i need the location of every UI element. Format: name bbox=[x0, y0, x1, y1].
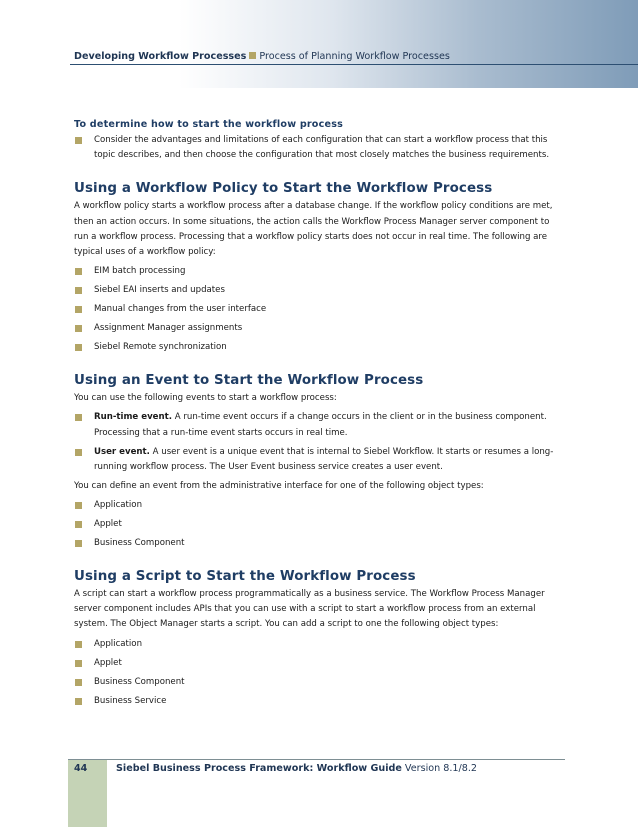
policy-section-title: Using a Workflow Policy to Start the Workflow Process bbox=[74, 181, 493, 197]
event-description: A run-time event occurs if a change occurs in the client or in the business component. Processing that a run-time event starts occurs in real time. bbox=[94, 412, 547, 438]
procedure-heading: To determine how to start the workflow process bbox=[74, 119, 344, 130]
list-item bbox=[74, 283, 566, 298]
list-item bbox=[74, 340, 566, 355]
running-head-section: Developing Workflow Processes bbox=[74, 51, 247, 62]
event-term: Run-time event. bbox=[94, 412, 172, 423]
square-bullet-icon bbox=[75, 540, 82, 547]
list-item bbox=[74, 675, 566, 690]
list-item bbox=[74, 321, 566, 336]
list-item-text: Business Component bbox=[94, 676, 185, 687]
square-bullet-icon bbox=[75, 268, 82, 275]
square-bullet-icon bbox=[249, 52, 256, 59]
list-item-text: Siebel Remote synchronization bbox=[94, 342, 227, 353]
running-head bbox=[74, 51, 450, 62]
procedure-step bbox=[74, 133, 566, 163]
list-item-text: Application bbox=[94, 638, 143, 649]
list-item-text: Business Component bbox=[94, 538, 185, 549]
procedure-step-text: Consider the advantages and limitations of each configuration that can start a workflow process that this topic describes, and then choose the configuration that most closely matches the business requirements. bbox=[94, 135, 550, 161]
footer-title-text: Siebel Business Process Framework: Workflow Guide bbox=[116, 763, 402, 774]
running-head-chapter: Process of Planning Workflow Processes bbox=[259, 51, 450, 62]
script-section-title: Using a Script to Start the Workflow Process bbox=[74, 569, 416, 585]
event-term: User event. bbox=[94, 446, 150, 457]
list-item-text: Application bbox=[94, 500, 143, 511]
list-item-text: Business Service bbox=[94, 695, 167, 706]
list-item bbox=[74, 498, 566, 513]
list-item bbox=[74, 517, 566, 532]
list-item-text: Manual changes from the user interface bbox=[94, 304, 267, 315]
event-section-title: Using an Event to Start the Workflow Process bbox=[74, 373, 424, 389]
square-bullet-icon bbox=[75, 641, 82, 648]
square-bullet-icon bbox=[75, 679, 82, 686]
square-bullet-icon bbox=[75, 660, 82, 667]
list-item bbox=[74, 536, 566, 551]
policy-uses-list bbox=[74, 264, 566, 355]
footer-rule bbox=[68, 759, 565, 760]
list-item bbox=[74, 694, 566, 709]
header-band bbox=[0, 0, 638, 88]
square-bullet-icon bbox=[75, 449, 82, 456]
page-content bbox=[74, 119, 566, 713]
list-item bbox=[74, 302, 566, 317]
square-bullet-icon bbox=[75, 287, 82, 294]
list-item bbox=[74, 656, 566, 671]
square-bullet-icon bbox=[75, 137, 82, 144]
list-item bbox=[74, 264, 566, 279]
list-item-text: Assignment Manager assignments bbox=[94, 323, 243, 334]
square-bullet-icon bbox=[75, 325, 82, 332]
footer-book-title bbox=[116, 763, 477, 774]
list-item-text: Applet bbox=[94, 657, 122, 668]
list-item bbox=[74, 410, 566, 440]
list-item-text: Applet bbox=[94, 519, 122, 530]
procedure-steps bbox=[74, 133, 566, 163]
footer-version: Version 8.1/8.2 bbox=[404, 763, 477, 774]
list-item bbox=[74, 445, 566, 475]
list-item-text: EIM batch processing bbox=[94, 266, 186, 277]
event-object-types-list bbox=[74, 498, 566, 551]
event-define-text: You can define an event from the administrative interface for one of the following object types: bbox=[74, 480, 484, 491]
square-bullet-icon bbox=[75, 521, 82, 528]
script-section-intro: A script can start a workflow process programmatically as a business service. The Workflow Process Manager server component includes APIs that you can use with a script to start a workflow process from an external system. The Object Manager starts a script. You can add a script to one the following object types: bbox=[74, 589, 545, 630]
list-item-text: Siebel EAI inserts and updates bbox=[94, 285, 225, 296]
square-bullet-icon bbox=[75, 502, 82, 509]
square-bullet-icon bbox=[75, 306, 82, 313]
header-rule bbox=[70, 64, 638, 65]
square-bullet-icon bbox=[75, 414, 82, 421]
script-object-types-list bbox=[74, 637, 566, 709]
event-description: A user event is a unique event that is internal to Siebel Workflow. It starts or resumes a long-running workflow process. The User Event business service creates a user event. bbox=[94, 446, 554, 472]
list-item bbox=[74, 637, 566, 652]
square-bullet-icon bbox=[75, 698, 82, 705]
policy-section-intro: A workflow policy starts a workflow process after a database change. If the workflow policy conditions are met, then an action occurs. In some situations, the action calls the Workflow Process Manager server component to run a workflow process. Processing that a workflow policy starts does not occur in real time. The following are typical uses of a workflow policy: bbox=[74, 201, 553, 258]
square-bullet-icon bbox=[75, 344, 82, 351]
page-number: 44 bbox=[74, 763, 88, 774]
event-section-intro: You can use the following events to start a workflow process: bbox=[74, 393, 337, 404]
event-types-list bbox=[74, 410, 566, 475]
